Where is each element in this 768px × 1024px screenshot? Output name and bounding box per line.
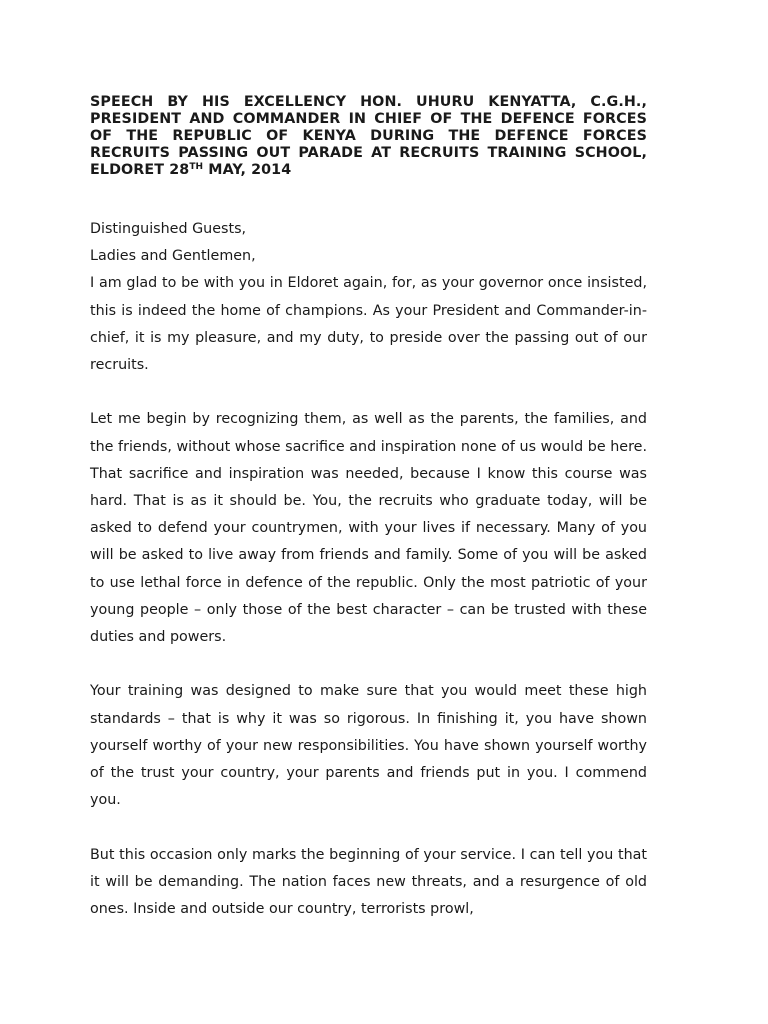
salutations: [90, 216, 647, 270]
salutation-distinguished-guests: Distinguished Guests,: [90, 221, 247, 237]
paragraph-opening: I am glad to be with you in Eldoret again, for, as your governor once insisted, this is indeed the home of champions. As your President and Commander-in-chief, it is my pleasure, and my duty, to preside over the passing out of our recruits.: [90, 275, 647, 374]
salutation-ladies-gentlemen: Ladies and Gentlemen,: [90, 248, 256, 265]
paragraph-service: But this occasion only marks the beginning of your service. I can tell you that it will be demanding. The nation faces new threats, and a resurgence of old ones. Inside and outside our country, terrorists prowl,: [90, 846, 647, 918]
document-body: [90, 94, 647, 923]
paragraph-recognition: Let me begin by recognizing them, as well as the parents, the families, and the friends, without whose sacrifice and inspiration none of us would be here. That sacrifice and inspiration was needed, because I know this course was hard. That is as it should be. You, the recruits who graduate today, will be asked to defend your countrymen, with your lives if necessary. Many of you will be asked to live away from friends and family. Some of you will be asked to use lethal force in defence of the republic. Only the most patriotic of your young people – only those of the best character – can be trusted with these duties and powers.: [90, 411, 647, 646]
date-ordinal-superscript: TH: [189, 162, 204, 172]
speech-title: [90, 94, 647, 179]
speech-title-text: SPEECH BY HIS EXCELLENCY HON. UHURU KENYATTA, C.G.H., PRESIDENT AND COMMANDER IN CHIEF OF THE DEFENCE FORCES OF THE REPUBLIC OF KENYA DURING THE DEFENCE FORCES RECRUITS PASSING OUT PARADE AT RECRUITS TRAINING SCHOOL, ELDORET 28: [90, 94, 647, 178]
speech-title-date-tail: MAY, 2014: [203, 162, 292, 178]
paragraph-training: Your training was designed to make sure that you would meet these high standards – that is why it was so rigorous. In finishing it, you have shown yourself worthy of your new responsibilities. You have shown yourself worthy of the trust your country, your parents and friends put in you. I commend you.: [90, 683, 647, 809]
